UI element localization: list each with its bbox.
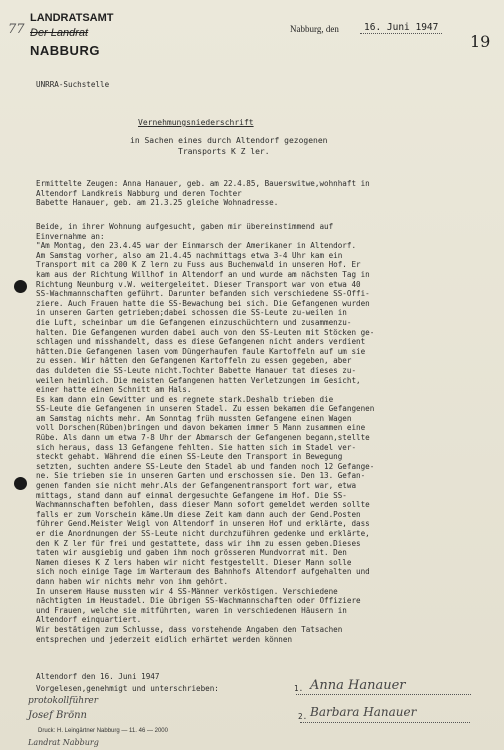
body-line: halten. Die Gefangenen wurden dabei auch von den SS-Leuten mit Stöcken ge- [36, 327, 375, 337]
subject-line-2: Transports K Z ler. [178, 147, 270, 156]
body-line: sich noch einige Tage im Warteraum des Bahnhofs Altendorf aufgehalten und [36, 567, 370, 577]
body-line: das duldeten die SS-Leute nicht.Tochter Babette Hanauer tat dieses zu- [36, 365, 357, 375]
witness-line: Babette Hanauer, geb. am 21.3.25 gleiche Wohnadresse. [36, 198, 279, 208]
body-line: dann haben wir nichts mehr von ihm gehört. [36, 576, 229, 586]
statement-body [36, 222, 374, 644]
body-line: nächtigten im Heustadel. Die übrigen SS-Wachmannschaften oder Offiziere [36, 596, 361, 606]
body-line: genen fanden sie nicht mehr.Als der Gefangenentransport fort war, etwa [36, 481, 357, 491]
body-line: SS-Leute die Gefangenen in unseren Stadel. Zu essen bekamen die Gefangenen [36, 404, 375, 414]
town-name: NABBURG [30, 43, 100, 58]
handwritten-official-signature: Josef Brönn [28, 710, 87, 721]
body-line: Richtung Neunburg v.W. weitergeleitet. Dieser Transport war von etwa 40 [36, 279, 361, 289]
body-line: Rübe. Als dann um etwa 7-8 Uhr der Abmarsch der Gefangenen begann,stellte [36, 433, 370, 443]
signature-1-number: 1. [294, 684, 304, 693]
body-line: ne. Sie trieben sie in unseren Garten und erschossen sie. Den 13. Gefan- [36, 471, 366, 481]
signature-2-line [300, 722, 470, 723]
signature-babette-hanauer: Barbara Hanauer [310, 705, 417, 719]
body-line: mittags, stand dann auf einmal dergesuchte Gefangene im Hof. Die SS- [36, 490, 347, 500]
body-line: Altendorf einquartiert. [36, 615, 142, 625]
body-line: falls er zum Vorschein käme.Um diese Zeit kam dann auch der Gend.Posten [36, 509, 361, 519]
closing-read-line: Vorgelesen,genehmigt und unterschrieben: [36, 684, 219, 693]
body-line: Es kam dann ein Gewitter und es regnete stark.Deshalb trieben die [36, 394, 334, 404]
punch-hole-bottom [14, 477, 27, 490]
body-line: er die Anordnungen der SS-Leute nicht durchzuführen gedenke und erklärte, [36, 529, 370, 538]
handwritten-office-note: Landrat Nabburg [28, 738, 99, 747]
margin-note: 77 [8, 22, 25, 37]
witness-line: Altendorf Landkreis Nabburg und deren Tochter [36, 188, 242, 198]
body-line: und Frauen, welche sie mitführten, waren in verschiedenen Häusern in [36, 605, 347, 615]
body-line: in unseren Garten getrieben;dabei schossen die SS-Leute zu-weilen in [36, 308, 347, 318]
body-line: am Samstag nichts mehr. Am Sonntag früh mussten Gefangene einen Wagen [36, 413, 352, 423]
body-line: sich heraus, dass 13 Gefangene fehlten. Sie hatten sich im Stadel ver- [36, 442, 357, 452]
body-line: Wir bestätigen zum Schlusse, dass vorstehende Angaben den Tatsachen [36, 624, 343, 634]
body-line: schlagen und misshandelt, dass es diese Gefangenen nicht anders verdient [36, 337, 366, 347]
body-line: Wachmannschaften befohlen, dass dieser Mann sofort gemeldet werden sollte [36, 500, 370, 510]
print-imprint: Druck: H. Leingärtner Nabburg — 11. 46 — 2000 [38, 728, 168, 734]
body-line: setzten, suchten andere SS-Leute den Stadel ab und fanden noch 12 Gefange- [36, 461, 375, 471]
body-line: "Am Montag, den 23.4.45 war der Einmarsch der Amerikaner in Altendorf. [36, 241, 357, 251]
body-line: den K Z ler für frei und gestattete, dass wir ihm zu essen geben.Dieses [36, 538, 361, 548]
document-date: 16. Juni 1947 [360, 22, 442, 34]
body-line: entsprechen und jederzeit eidlich erhärtet werden können [36, 634, 293, 644]
witness-block [36, 179, 370, 208]
signature-1-line [296, 694, 471, 695]
body-line: Beide, in ihrer Wohnung aufgesucht, gaben mir übereinstimmend auf [36, 222, 334, 231]
body-line: voll Dorschen(Rüben)bringen und davon bekamen immer 5 Mann zusammen eine [36, 423, 366, 433]
body-line: führer Gend.Meister Weigl von Altendorf in unseren Hof und erklärte, dass [36, 519, 370, 529]
signature-anna-hanauer: Anna Hanauer [310, 678, 406, 693]
witness-line: Ermittelte Zeugen: Anna Hanauer, geb. am 22.4.85, Bauerswitwe,wohnhaft in [36, 179, 370, 188]
body-line: einer hatte einen Schnitt am Hals. [36, 385, 192, 395]
body-line: steckt gehabt. Während die einen SS-Leute den Transport in Bewegung [36, 452, 343, 462]
body-line: Am Samstag vorher, also am 21.4.45 nachmittags etwa 3-4 Uhr kam ein [36, 250, 343, 260]
body-line: SS-Wachmannschaften geführt. Darunter befanden sich verschiedene SS-Offi- [36, 289, 370, 299]
body-line: Einvernahme an: [36, 231, 105, 241]
body-line: Namen dieses K Z lers haben wir nicht festgestellt. Dieser Mann solle [36, 557, 352, 567]
place-date-label: Nabburg, den [290, 24, 339, 34]
office-name: LANDRATSAMT [30, 12, 114, 24]
struck-title: Der Landrat [30, 27, 89, 39]
signature-2-number: 2. [298, 712, 308, 721]
body-line: die Luft, scheinbar um die Gefangenen einzuschüchtern und zusammenzu- [36, 317, 352, 327]
body-line: Transport mit ca 200 K Z lern zu Fuss aus Buchenwald in unseren Hof. Er [36, 260, 361, 270]
page-number: 19 [470, 32, 491, 51]
body-line: In unserem Hause mussten wir 4 SS-Männer verköstigen. Verschiedene [36, 586, 338, 596]
body-line: hätten.Die Gefangenen lasen vom Düngerhaufen faule Kartoffeln auf um sie [36, 346, 366, 356]
handwritten-protocol-note: protokollführer [28, 696, 99, 706]
subject-line-1: in Sachen eines durch Altendorf gezogenen [130, 136, 328, 145]
body-line: kam aus der Richtung Willhof in Altendorf an und wurde am nächsten Tag in [36, 269, 370, 279]
body-line: taten wir ausgiebig und gaben ihm noch grösseren Mundvorrat mit. Den [36, 548, 347, 558]
body-line: weilen heimlich. Die meisten Gefangenen hatten Verletzungen im Gesicht, [36, 375, 361, 385]
office-line: UNRRA-Suchstelle [36, 80, 110, 89]
body-line: ziere. Auch Frauen hatte die SS-Bewachung bei sich. Die Gefangenen wurden [36, 298, 370, 308]
closing-place-date: Altendorf den 16. Juni 1947 [36, 672, 160, 681]
punch-hole-top [14, 280, 27, 293]
body-line: zu essen. Wir hätten den Gefangenen Kartoffeln zu essen gegeben, aber [36, 356, 352, 366]
document-title: Vernehmungsniederschrift [138, 118, 254, 127]
